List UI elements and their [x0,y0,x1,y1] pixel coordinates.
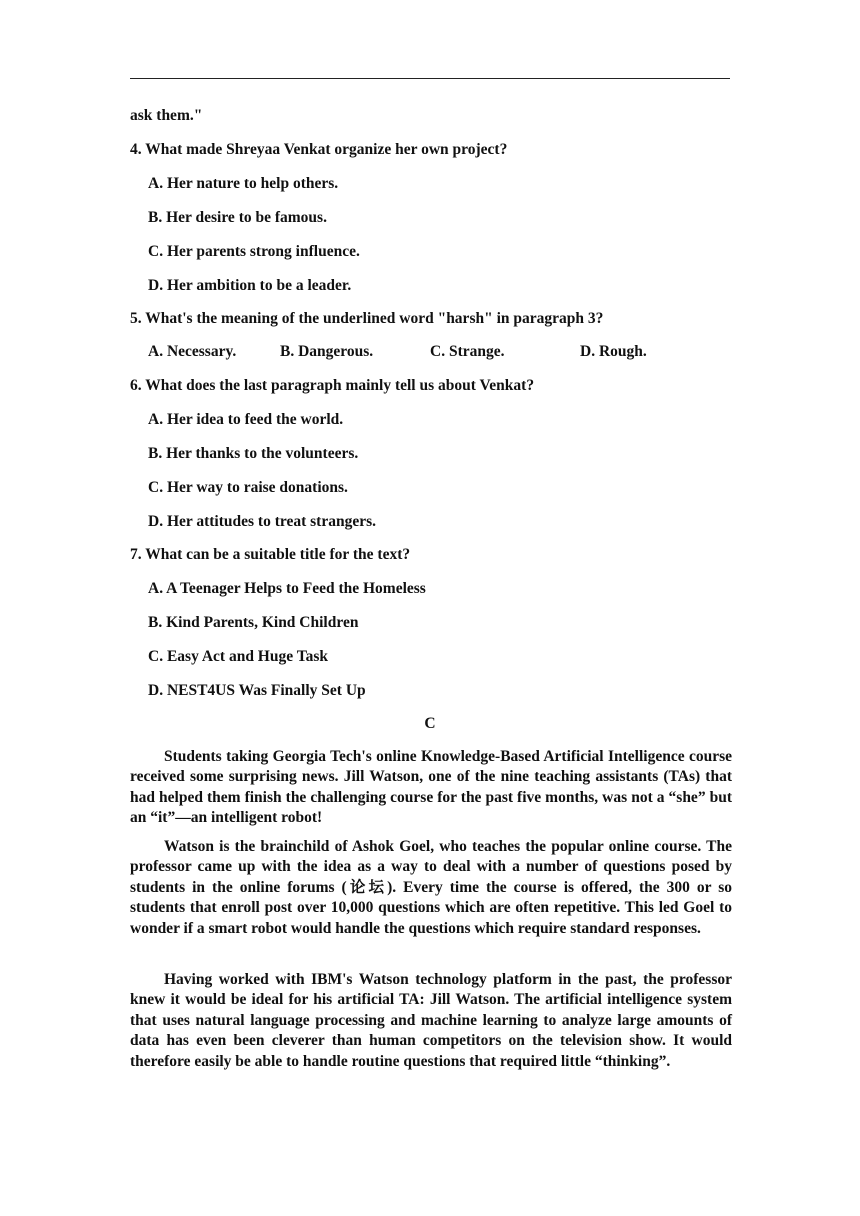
question-6-stem: 6. What does the last paragraph mainly tell us about Venkat? [130,377,535,394]
question-7-stem: 7. What can be a suitable title for the text? [130,546,411,563]
question-5-option-c: C. Strange. [430,343,505,360]
question-5-option-a: A. Necessary. [148,343,237,360]
header-rule [130,78,730,79]
question-6-option-a: A. Her idea to feed the world. [148,411,344,428]
question-4-option-d: D. Her ambition to be a leader. [148,277,352,294]
question-7-option-b: B. Kind Parents, Kind Children [148,614,359,631]
continuation-text: ask them." [130,107,203,124]
question-7-option-c: C. Easy Act and Huge Task [148,648,329,665]
question-5-option-d: D. Rough. [580,343,647,360]
question-6-option-d: D. Her attitudes to treat strangers. [148,513,376,530]
question-6-option-c: C. Her way to raise donations. [148,479,348,496]
section-c-paragraph-3: Having worked with IBM's Watson technology platform in the past, the professor knew it would be ideal for his artificial TA: Jill Watson. The artificial intelligence system that uses natural language processing and machine learning to analyze large amounts of data has even been cleverer than human competitors on the television show. It would therefore easily be able to handle routine questions that required little “thinking”. [130,971,732,1070]
question-6-option-b: B. Her thanks to the volunteers. [148,445,359,462]
question-4-option-b: B. Her desire to be famous. [148,209,327,226]
section-c-paragraph-1: Students taking Georgia Tech's online Knowledge-Based Artificial Intelligence course received some surprising news. Jill Watson, one of the nine teaching assistants (TAs) that had helped them finish the challenging course for the past five months, was not a “she” but an “it”—an intelligent robot! [130,748,732,827]
section-c-paragraph-2: Watson is the brainchild of Ashok Goel, who teaches the popular online course. The professor came up with the idea as a way to deal with a number of questions posed by students in the online forums (论坛). Every time the course is offered, the 300 or so students that enroll post over 10,000 questions which are often repetitive. This led Goel to wonder if a smart robot would handle the questions which require standard responses. [130,838,732,937]
question-5-stem: 5. What's the meaning of the underlined word "harsh" in paragraph 3? [130,310,604,327]
question-7-option-d: D. NEST4US Was Finally Set Up [148,682,366,699]
question-7-option-a: A. A Teenager Helps to Feed the Homeless [148,580,426,597]
question-5-option-b: B. Dangerous. [280,343,374,360]
question-4-option-a: A. Her nature to help others. [148,175,339,192]
section-c-heading: C [424,715,436,732]
question-4-stem: 4. What made Shreyaa Venkat organize her own project? [130,141,508,158]
question-4-option-c: C. Her parents strong influence. [148,243,360,260]
